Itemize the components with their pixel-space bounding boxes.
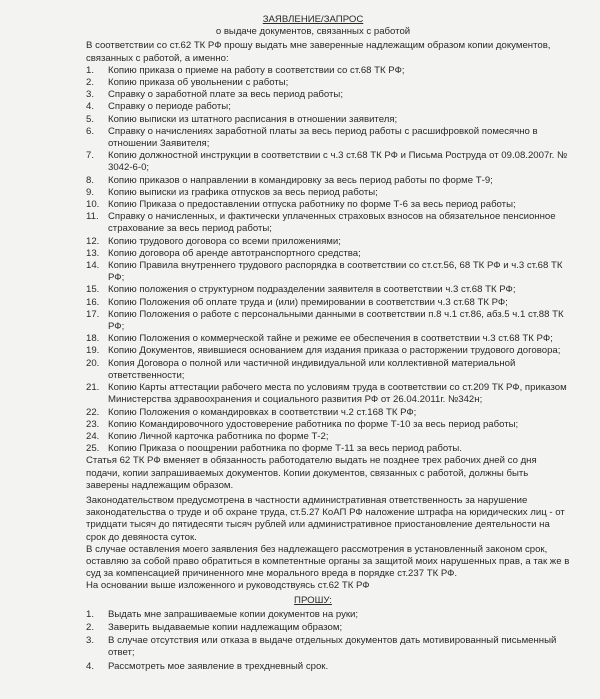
document-item: [86, 187, 570, 199]
document-item: [86, 175, 570, 187]
document-item: [86, 419, 570, 431]
list-item-text: Копию приказа о приеме на работу в соответствии со ст.68 ТК РФ;: [108, 64, 405, 76]
list-item-number: 23.: [86, 418, 100, 430]
list-item-number: 12.: [86, 235, 100, 247]
document-item: [86, 248, 570, 260]
list-item-text: Выдать мне запрашиваемые копии документов на руки;: [108, 608, 359, 620]
document-subtitle: о выдаче документов, связанных с работой: [215, 26, 411, 38]
list-item-number: 20.: [86, 357, 100, 369]
document-item: [86, 284, 570, 296]
list-item-text: Копию договора об аренде автотранспортного средства;: [108, 247, 361, 259]
list-item-text: Копию трудового договора со всеми приложениями;: [108, 235, 341, 247]
list-item-text: Копию выписки из графика отпусков за весь период работы;: [108, 186, 378, 198]
document-item: [86, 297, 570, 309]
document-item: [86, 65, 570, 77]
list-item-text: В случае отсутствия или отказа в выдаче отдельных документов дать мотивированный письменный ответ;: [108, 635, 557, 659]
requested-documents-list: [86, 65, 570, 456]
list-item-text: Справку о заработной плате за весь период работы;: [108, 89, 343, 101]
list-item-text: Копию Положения о коммерческой тайне и режиме ее обеспечения в соответствии ч.3 ст.68 ТК РФ;: [108, 333, 553, 345]
list-item-number: 9.: [86, 186, 95, 198]
request-title: ПРОШУ:: [294, 594, 332, 606]
list-item-text: Рассмотреть мое заявление в трехдневный срок.: [108, 660, 329, 672]
list-item-number: 22.: [86, 406, 100, 418]
list-item-number: 2.: [86, 77, 95, 89]
list-item-number: 1.: [86, 608, 95, 620]
liability-paragraph: Законодательством предусмотрена в частности административная ответственность за нарушение законодательства о труде и об охране труда, ст.5.27 КоАП РФ наложение штрафа на юридических лиц - от тридцати тысяч до пятидесяти тысяч рублей или административное приостановление деятельности на срок до девяноста суток.: [86, 494, 565, 543]
intro-paragraph: В соответствии со ст.62 ТК РФ прошу выдать мне заверенные надлежащим образом копии документов, связанных с работой, а именно:: [86, 40, 551, 64]
list-item-number: 11.: [86, 211, 99, 223]
list-item-number: 8.: [86, 174, 95, 186]
document-item: [86, 236, 570, 248]
list-item-text: Копию Приказа о предоставлении отпуска работнику по форме Т-6 за весь период работы;: [108, 199, 516, 211]
document-item: [86, 260, 570, 284]
document-item: [86, 443, 570, 455]
list-item-text: Копию должностной инструкции в соответствии с ч.3 ст.68 ТК РФ и Письма Роструда от 09.08.2007г. № 3042-6-0;: [108, 150, 568, 174]
list-item-number: 21.: [86, 382, 100, 394]
court-paragraph: В случае оставления моего заявления без надлежащего рассмотрения в установленный законом срок, оставляю за собой право обратиться в компетентные органы за защитой моих нарушенных прав, а так же в суд за компенсацией причиненного мне морального вреда в порядке ст.237 ТК РФ.: [86, 543, 570, 580]
document-item: [86, 101, 570, 113]
list-item-text: Копию Документов, явившиеся основанием для издания приказа о расторжении трудового договора;: [108, 345, 561, 357]
list-item-text: Копию выписки из штатного расписания в отношении заявителя;: [108, 113, 398, 125]
list-item-text: Копию Положения о командировках в соответствии ч.2 ст.168 ТК РФ;: [108, 406, 417, 418]
document-title: ЗАЯВЛЕНИЕ/ЗАПРОС: [262, 14, 364, 25]
list-item-number: 13.: [86, 247, 100, 259]
document-item: [86, 211, 570, 235]
document-item: [86, 358, 570, 382]
list-item-text: Копию Командировочного удостоверение работника по форме Т-10 за весь период работы;: [108, 418, 519, 430]
request-item: [86, 622, 570, 634]
list-item-number: 14.: [86, 260, 100, 272]
document-item: [86, 407, 570, 419]
list-item-text: Копию Положения об оплате труда и (или) премировании в соответствии ч.3 ст.68 ТК РФ;: [108, 296, 508, 308]
request-item: [86, 661, 570, 673]
request-item: [86, 635, 570, 659]
document-item: [86, 345, 570, 357]
request-item: [86, 609, 570, 621]
list-item-text: Копия Договора о полной или частичной индивидуальной или коллективной материальной ответственности;: [108, 357, 516, 381]
list-item-text: Копию приказа об увольнении с работы;: [108, 77, 289, 89]
list-item-number: 25.: [86, 443, 100, 455]
list-item-number: 3.: [86, 635, 95, 647]
list-item-text: Справку о начисленных, и фактически уплаченных страховых взносов на обязательное пенсионное страхование за весь период работы;: [108, 211, 556, 235]
document-item: [86, 333, 570, 345]
list-item-number: 6.: [86, 125, 95, 137]
list-item-number: 4.: [86, 660, 95, 672]
list-item-number: 10.: [86, 199, 100, 211]
requests-list: [86, 609, 570, 673]
document-item: [86, 199, 570, 211]
list-item-number: 7.: [86, 150, 95, 162]
document-item: [86, 77, 570, 89]
article-62-paragraph: Статья 62 ТК РФ вменяет в обязанность работодателю выдать не позднее трех рабочих дней со дня подачи, копии запрашиваемых документов. Копии документов, связанных с работой, должны быть заверены надлежащим образом.: [86, 455, 537, 491]
list-item-number: 1.: [86, 64, 95, 76]
list-item-number: 24.: [86, 430, 100, 442]
document-item: [86, 382, 570, 406]
list-item-number: 19.: [86, 345, 100, 357]
list-item-text: Копию приказов о направлении в командировку за весь период работы по форме Т-9;: [108, 174, 493, 186]
list-item-number: 5.: [86, 113, 95, 125]
list-item-text: Копию положения о структурном подразделении заявителя в соответствии ч.3 ст.68 ТК РФ;: [108, 284, 516, 296]
document-item: [86, 431, 570, 443]
list-item-text: Заверить выдаваемые копии надлежащим образом;: [108, 621, 343, 633]
basis-paragraph: На основании выше изложенного и руководствуясь ст.62 ТК РФ: [86, 580, 370, 592]
list-item-number: 3.: [86, 89, 95, 101]
document-item: [86, 114, 570, 126]
list-item-text: Копию Карты аттестации рабочего места по условиям труда в соответствии со ст.209 ТК РФ, приказом Министерства здравоохранения и социального развития РФ от 26.04.2011г. №342н;: [108, 382, 567, 406]
list-item-text: Копию Личной карточка работника по форме Т-2;: [108, 430, 329, 442]
list-item-text: Копию Положения о работе с персональными данными в соответствии п.8 ч.1 ст.86, абз.5 ч.1 ст.88 ТК РФ;: [108, 308, 564, 333]
document-item: [86, 126, 570, 150]
list-item-text: Справку о начислениях заработной платы за весь период работы с расшифровкой помесячно в отношении Заявителя;: [108, 125, 538, 150]
list-item-text: Справку о периоде работы;: [108, 101, 231, 113]
list-item-number: 4.: [86, 101, 95, 113]
list-item-number: 16.: [86, 296, 100, 308]
list-item-number: 17.: [86, 308, 100, 320]
document-item: [86, 89, 570, 101]
list-item-number: 15.: [86, 284, 100, 296]
document-item: [86, 150, 570, 174]
list-item-text: Копию Правила внутреннего трудового распорядка в соответствии со ст.ст.56, 68 ТК РФ и ч.3 ст.68 ТК РФ;: [108, 260, 563, 284]
list-item-number: 18.: [86, 333, 100, 345]
list-item-number: 2.: [86, 621, 95, 633]
list-item-text: Копию Приказа о поощрении работника по форме Т-11 за весь период работы.: [108, 443, 462, 455]
document-item: [86, 309, 570, 333]
